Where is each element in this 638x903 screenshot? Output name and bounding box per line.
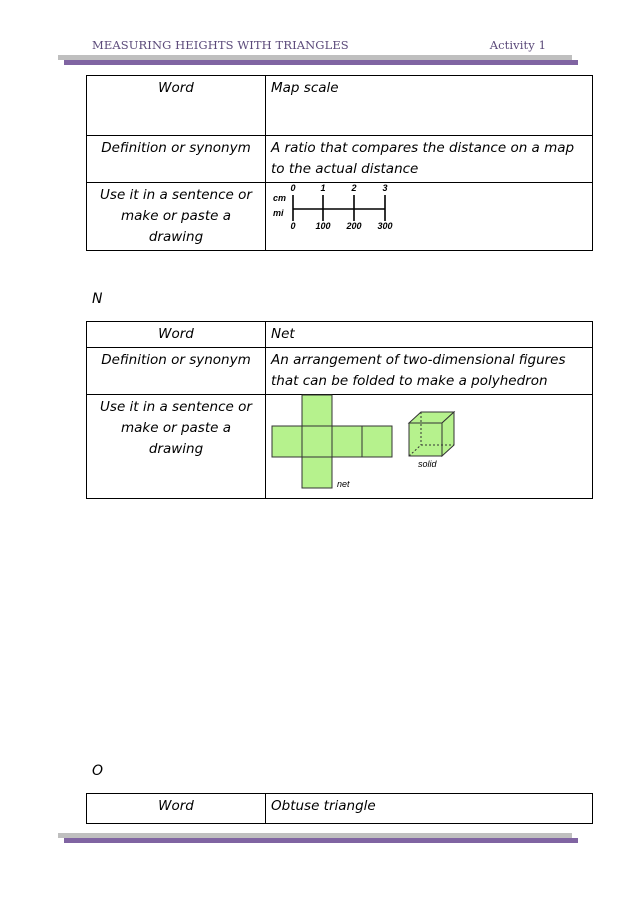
solid-label: solid bbox=[418, 459, 437, 469]
word-value: Map scale bbox=[266, 76, 593, 136]
document-title: MEASURING HEIGHTS WITH TRIANGLES bbox=[92, 38, 349, 52]
activity-label: Activity 1 bbox=[489, 38, 546, 52]
table-row bbox=[87, 322, 593, 348]
table-row bbox=[87, 395, 593, 499]
header-rule-purple bbox=[64, 60, 578, 65]
word-value: Obtuse triangle bbox=[266, 794, 593, 824]
mi-tick-label: 0 bbox=[290, 221, 296, 231]
drawing-cell bbox=[266, 183, 593, 251]
cube-net bbox=[272, 395, 392, 488]
vocab-table-obtuse-triangle bbox=[86, 793, 593, 824]
section-letter-o: O bbox=[92, 763, 104, 779]
scale-bar bbox=[293, 195, 385, 221]
definition-value: An arrangement of two-dimensional figures that can be folded to make a polyhedron bbox=[266, 348, 593, 395]
mi-tick-label: 300 bbox=[377, 221, 393, 231]
net-label: net bbox=[337, 479, 350, 489]
word-value: Net bbox=[266, 322, 593, 348]
page-header bbox=[92, 38, 546, 54]
word-label: Word bbox=[87, 322, 266, 348]
usage-label: Use it in a sentence or make or paste a drawing bbox=[87, 395, 266, 499]
definition-value: A ratio that compares the distance on a map to the actual distance bbox=[266, 136, 593, 183]
cm-tick-label: 1 bbox=[320, 183, 326, 193]
word-label: Word bbox=[87, 76, 266, 136]
mi-unit-label: mi bbox=[273, 208, 284, 218]
table-row bbox=[87, 348, 593, 395]
word-label: Word bbox=[87, 794, 266, 824]
cm-tick-label: 3 bbox=[382, 183, 388, 193]
table-row bbox=[87, 794, 593, 824]
table-row bbox=[87, 183, 593, 251]
cube-solid bbox=[409, 412, 454, 456]
usage-label: Use it in a sentence or make or paste a drawing bbox=[87, 183, 266, 251]
map-scale-drawing bbox=[271, 183, 411, 235]
table-row bbox=[87, 136, 593, 183]
mi-tick-label: 100 bbox=[315, 221, 331, 231]
cm-unit-label: cm bbox=[273, 193, 287, 203]
definition-label: Definition or synonym bbox=[87, 136, 266, 183]
vocab-table-map-scale bbox=[86, 75, 593, 251]
footer-rule-purple bbox=[64, 838, 578, 843]
mi-tick-label: 200 bbox=[346, 221, 362, 231]
net-drawing bbox=[270, 393, 470, 493]
section-letter-n: N bbox=[92, 291, 103, 307]
vocab-table-net bbox=[86, 321, 593, 499]
drawing-cell bbox=[266, 395, 593, 499]
cm-tick-label: 0 bbox=[290, 183, 296, 193]
cm-tick-label: 2 bbox=[351, 183, 357, 193]
table-row bbox=[87, 76, 593, 136]
definition-label: Definition or synonym bbox=[87, 348, 266, 395]
